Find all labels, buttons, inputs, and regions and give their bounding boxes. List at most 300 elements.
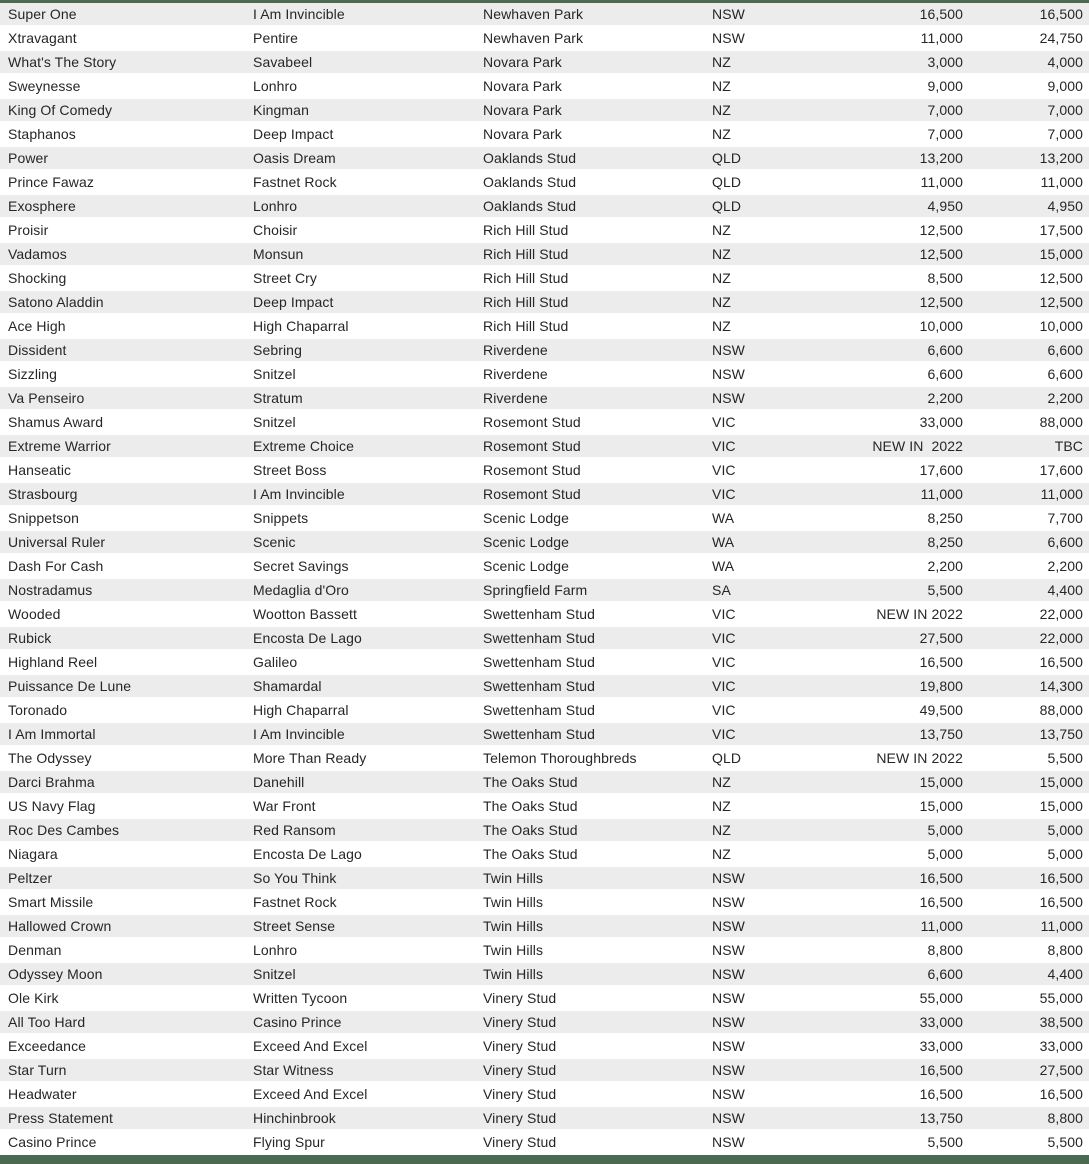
horse-name-cell: Headwater	[8, 1086, 77, 1102]
state-cell: NSW	[712, 918, 745, 934]
sire-name-cell: Casino Prince	[253, 1014, 342, 1030]
stud-farm-cell: Rich Hill Stud	[483, 222, 569, 238]
stud-farm-cell: Twin Hills	[483, 918, 544, 934]
stud-farm-cell: Newhaven Park	[483, 30, 584, 46]
fee-column-1-cell: 8,500	[927, 270, 963, 286]
stud-farm-cell: Rosemont Stud	[483, 414, 581, 430]
state-cell: NSW	[712, 1086, 745, 1102]
state-cell: NZ	[712, 102, 731, 118]
state-cell: NSW	[712, 1014, 745, 1030]
fee-column-2-cell: 5,500	[1047, 750, 1083, 766]
fee-column-1-cell: 6,600	[927, 366, 963, 382]
stud-farm-cell: Rich Hill Stud	[483, 246, 569, 262]
fee-column-2-cell: 9,000	[1047, 78, 1083, 94]
table-row	[0, 387, 1089, 411]
sire-name-cell: Scenic	[253, 534, 296, 550]
state-cell: NZ	[712, 246, 731, 262]
fee-column-1-cell: 9,000	[927, 78, 963, 94]
horse-name-cell: Dash For Cash	[8, 558, 104, 574]
horse-name-cell: I Am Immortal	[8, 726, 96, 742]
stud-farm-cell: Novara Park	[483, 78, 562, 94]
stud-farm-cell: Springfield Farm	[483, 582, 588, 598]
fee-column-1-cell: 13,200	[919, 150, 963, 166]
sire-name-cell: Red Ransom	[253, 822, 336, 838]
horse-name-cell: Satono Aladdin	[8, 294, 104, 310]
state-cell: VIC	[712, 678, 736, 694]
stud-farm-cell: Rich Hill Stud	[483, 294, 569, 310]
fee-column-1-cell: 8,250	[927, 510, 963, 526]
horse-name-cell: Vadamos	[8, 246, 67, 262]
fee-column-2-cell: 13,200	[1039, 150, 1083, 166]
table-row	[0, 1011, 1089, 1035]
fee-column-2-cell: 15,000	[1039, 246, 1083, 262]
state-cell: NZ	[712, 318, 731, 334]
state-cell: VIC	[712, 414, 736, 430]
sire-name-cell: Oasis Dream	[253, 150, 336, 166]
table-row	[0, 891, 1089, 915]
sire-name-cell: Snitzel	[253, 414, 296, 430]
state-cell: QLD	[712, 174, 742, 190]
horse-name-cell: Power	[8, 150, 49, 166]
table-row	[0, 579, 1089, 603]
fee-column-1-cell: 11,000	[920, 486, 963, 502]
horse-name-cell: Ole Kirk	[8, 990, 59, 1006]
sire-name-cell: Written Tycoon	[253, 990, 348, 1006]
stud-farm-cell: Swettenham Stud	[483, 702, 596, 718]
state-cell: VIC	[712, 702, 736, 718]
sire-name-cell: Exceed And Excel	[253, 1086, 368, 1102]
state-cell: NSW	[712, 1110, 745, 1126]
table-row	[0, 99, 1089, 123]
state-cell: QLD	[712, 750, 742, 766]
horse-name-cell: Peltzer	[8, 870, 53, 886]
table-row	[0, 987, 1089, 1011]
fee-column-2-cell: 5,500	[1047, 1134, 1083, 1150]
horse-name-cell: Shocking	[8, 270, 67, 286]
sire-name-cell: Lonhro	[253, 942, 298, 958]
fee-column-2-cell: 5,000	[1047, 822, 1083, 838]
sire-name-cell: Encosta De Lago	[253, 630, 362, 646]
sire-name-cell: Deep Impact	[253, 126, 334, 142]
fee-column-1-cell: NEW IN 2022	[872, 438, 963, 454]
fee-column-1-cell: 16,500	[919, 894, 963, 910]
fee-column-1-cell: 13,750	[919, 726, 963, 742]
stud-farm-cell: Oaklands Stud	[483, 174, 577, 190]
stud-farm-cell: Riverdene	[483, 366, 548, 382]
table-row	[0, 747, 1089, 771]
stud-farm-cell: Swettenham Stud	[483, 678, 596, 694]
fee-column-2-cell: 16,500	[1039, 6, 1083, 22]
sire-name-cell: Wootton Bassett	[253, 606, 357, 622]
fee-column-2-cell: 11,000	[1040, 486, 1083, 502]
horse-name-cell: US Navy Flag	[8, 798, 96, 814]
state-cell: VIC	[712, 462, 736, 478]
horse-name-cell: Hallowed Crown	[8, 918, 112, 934]
sire-name-cell: Choisir	[253, 222, 298, 238]
table-row	[0, 147, 1089, 171]
state-cell: VIC	[712, 606, 736, 622]
state-cell: NSW	[712, 366, 745, 382]
horse-name-cell: Hanseatic	[8, 462, 72, 478]
stud-farm-cell: Vinery Stud	[483, 1062, 557, 1078]
horse-name-cell: Ace High	[8, 318, 66, 334]
state-cell: NZ	[712, 294, 731, 310]
stud-farm-cell: Twin Hills	[483, 870, 544, 886]
sire-name-cell: Extreme Choice	[253, 438, 354, 454]
fee-column-1-cell: 5,000	[927, 846, 963, 862]
sire-name-cell: Pentire	[253, 30, 299, 46]
state-cell: WA	[712, 510, 735, 526]
sire-name-cell: Street Boss	[253, 462, 327, 478]
horse-name-cell: Extreme Warrior	[8, 438, 111, 454]
fee-column-2-cell: 22,000	[1039, 630, 1083, 646]
horse-name-cell: Prince Fawaz	[8, 174, 95, 190]
sire-name-cell: Fastnet Rock	[253, 894, 337, 910]
fee-column-1-cell: 5,000	[927, 822, 963, 838]
fee-column-2-cell: 7,700	[1047, 510, 1083, 526]
horse-name-cell: Roc Des Cambes	[8, 822, 120, 838]
state-cell: VIC	[712, 630, 736, 646]
fee-column-2-cell: 55,000	[1039, 990, 1083, 1006]
table-row	[0, 3, 1089, 27]
stud-farm-cell: Telemon Thoroughbreds	[483, 750, 637, 766]
fee-column-1-cell: 16,500	[919, 1086, 963, 1102]
fee-column-2-cell: 24,750	[1039, 30, 1083, 46]
table-row	[0, 939, 1089, 963]
fee-column-1-cell: 16,500	[919, 654, 963, 670]
fee-column-1-cell: 2,200	[927, 390, 963, 406]
sire-name-cell: Lonhro	[253, 198, 298, 214]
fee-column-2-cell: 17,500	[1039, 222, 1083, 238]
fee-column-1-cell: 16,500	[919, 870, 963, 886]
fee-column-2-cell: 38,500	[1039, 1014, 1083, 1030]
state-cell: NSW	[712, 1062, 745, 1078]
horse-name-cell: Exceedance	[8, 1038, 87, 1054]
fee-column-1-cell: 2,200	[927, 558, 963, 574]
fee-column-2-cell: 8,800	[1047, 942, 1083, 958]
sire-name-cell: Star Witness	[253, 1062, 334, 1078]
sire-name-cell: Snippets	[253, 510, 309, 526]
sire-name-cell: Street Sense	[253, 918, 336, 934]
horse-name-cell: Highland Reel	[8, 654, 98, 670]
stud-farm-cell: Vinery Stud	[483, 1134, 557, 1150]
fee-column-1-cell: 4,950	[927, 198, 963, 214]
horse-name-cell: Sizzling	[8, 366, 58, 382]
table-row	[0, 603, 1089, 627]
fee-column-2-cell: TBC	[1054, 438, 1083, 454]
sire-name-cell: Deep Impact	[253, 294, 334, 310]
fee-column-2-cell: 6,600	[1047, 534, 1083, 550]
horse-name-cell: The Odyssey	[8, 750, 92, 766]
fee-column-1-cell: 16,500	[919, 6, 963, 22]
sire-name-cell: So You Think	[253, 870, 337, 886]
state-cell: NSW	[712, 1134, 745, 1150]
table-row	[0, 411, 1089, 435]
fee-column-2-cell: 4,000	[1047, 54, 1083, 70]
state-cell: NZ	[712, 54, 731, 70]
stud-farm-cell: Oaklands Stud	[483, 150, 577, 166]
horse-name-cell: Toronado	[8, 702, 68, 718]
stud-farm-cell: Novara Park	[483, 126, 562, 142]
sire-name-cell: High Chaparral	[253, 318, 349, 334]
table-row	[0, 171, 1089, 195]
fee-column-2-cell: 33,000	[1039, 1038, 1083, 1054]
table-row	[0, 819, 1089, 843]
fee-column-2-cell: 16,500	[1039, 1086, 1083, 1102]
table-row	[0, 1107, 1089, 1131]
horse-name-cell: Strasbourg	[8, 486, 78, 502]
state-cell: QLD	[712, 150, 742, 166]
table-row	[0, 75, 1089, 99]
fee-column-2-cell: 5,000	[1047, 846, 1083, 862]
state-cell: NSW	[712, 1038, 745, 1054]
sire-name-cell: War Front	[253, 798, 316, 814]
fee-column-1-cell: 27,500	[919, 630, 963, 646]
stud-farm-cell: Rosemont Stud	[483, 438, 581, 454]
table-row	[0, 195, 1089, 219]
fee-column-1-cell: 55,000	[919, 990, 963, 1006]
sire-name-cell: Snitzel	[253, 366, 296, 382]
fee-column-2-cell: 16,500	[1039, 654, 1083, 670]
horse-name-cell: Press Statement	[8, 1110, 113, 1126]
stud-farm-cell: Oaklands Stud	[483, 198, 577, 214]
state-cell: NZ	[712, 774, 731, 790]
stud-farm-cell: Rosemont Stud	[483, 462, 581, 478]
sire-name-cell: I Am Invincible	[253, 486, 345, 502]
horse-name-cell: Proisir	[8, 222, 49, 238]
sire-name-cell: Exceed And Excel	[253, 1038, 368, 1054]
fee-column-2-cell: 11,000	[1040, 918, 1083, 934]
fee-column-1-cell: 15,000	[919, 774, 963, 790]
table-row	[0, 1131, 1089, 1155]
horse-name-cell: Odyssey Moon	[8, 966, 103, 982]
stud-farm-cell: Vinery Stud	[483, 1110, 557, 1126]
fee-column-2-cell: 12,500	[1039, 270, 1083, 286]
fee-column-1-cell: 6,600	[927, 342, 963, 358]
horse-name-cell: Darci Brahma	[8, 774, 95, 790]
fee-column-2-cell: 2,200	[1047, 390, 1083, 406]
footer-bar	[0, 1155, 1089, 1164]
table-row	[0, 1059, 1089, 1083]
table-row	[0, 675, 1089, 699]
sire-name-cell: Medaglia d'Oro	[253, 582, 349, 598]
state-cell: NSW	[712, 966, 745, 982]
sire-name-cell: Shamardal	[253, 678, 322, 694]
table-row	[0, 291, 1089, 315]
fee-column-2-cell: 13,750	[1039, 726, 1083, 742]
fee-column-2-cell: 12,500	[1039, 294, 1083, 310]
sire-name-cell: Monsun	[253, 246, 304, 262]
fee-column-1-cell: 7,000	[927, 102, 963, 118]
stud-farm-cell: Novara Park	[483, 54, 562, 70]
fee-column-2-cell: 14,300	[1039, 678, 1083, 694]
table-row	[0, 795, 1089, 819]
horse-name-cell: King Of Comedy	[8, 102, 113, 118]
fee-column-2-cell: 88,000	[1039, 414, 1083, 430]
fee-column-2-cell: 7,000	[1047, 102, 1083, 118]
sire-name-cell: Fastnet Rock	[253, 174, 337, 190]
sire-name-cell: Sebring	[253, 342, 302, 358]
table-row	[0, 531, 1089, 555]
stud-farm-cell: Twin Hills	[483, 942, 544, 958]
table-row	[0, 339, 1089, 363]
fee-column-1-cell: 8,800	[927, 942, 963, 958]
fee-column-1-cell: 12,500	[919, 294, 963, 310]
fee-column-1-cell: NEW IN 2022	[876, 750, 963, 766]
horse-name-cell: Exosphere	[8, 198, 76, 214]
fee-column-2-cell: 88,000	[1039, 702, 1083, 718]
stud-farm-cell: Twin Hills	[483, 966, 544, 982]
sire-name-cell: Encosta De Lago	[253, 846, 362, 862]
state-cell: NSW	[712, 6, 745, 22]
state-cell: SA	[712, 582, 731, 598]
table-row	[0, 243, 1089, 267]
state-cell: VIC	[712, 654, 736, 670]
state-cell: NZ	[712, 822, 731, 838]
sire-name-cell: Galileo	[253, 654, 298, 670]
fee-column-2-cell: 16,500	[1039, 894, 1083, 910]
sire-name-cell: Flying Spur	[253, 1134, 325, 1150]
stud-farm-cell: The Oaks Stud	[483, 822, 578, 838]
sire-name-cell: High Chaparral	[253, 702, 349, 718]
horse-name-cell: Va Penseiro	[8, 390, 85, 406]
fee-column-1-cell: 33,000	[919, 1014, 963, 1030]
table-row	[0, 1083, 1089, 1107]
state-cell: NZ	[712, 78, 731, 94]
stud-farm-cell: Riverdene	[483, 390, 548, 406]
fee-column-1-cell: 12,500	[919, 246, 963, 262]
stud-farm-cell: The Oaks Stud	[483, 846, 578, 862]
horse-name-cell: What's The Story	[8, 54, 117, 70]
table-row	[0, 723, 1089, 747]
stud-farm-cell: Twin Hills	[483, 894, 544, 910]
table-row	[0, 915, 1089, 939]
fee-column-1-cell: 17,600	[919, 462, 963, 478]
table-row	[0, 435, 1089, 459]
sire-name-cell: Hinchinbrook	[253, 1110, 336, 1126]
fee-column-2-cell: 4,950	[1047, 198, 1083, 214]
stud-farm-cell: Rosemont Stud	[483, 486, 581, 502]
sire-name-cell: Street Cry	[253, 270, 318, 286]
state-cell: WA	[712, 534, 735, 550]
fee-column-2-cell: 2,200	[1047, 558, 1083, 574]
horse-name-cell: Rubick	[8, 630, 52, 646]
horse-name-cell: Shamus Award	[8, 414, 104, 430]
horse-name-cell: Denman	[8, 942, 62, 958]
table-row	[0, 627, 1089, 651]
horse-name-cell: Niagara	[8, 846, 58, 862]
stud-farm-cell: Vinery Stud	[483, 1038, 557, 1054]
stud-farm-cell: Swettenham Stud	[483, 726, 596, 742]
state-cell: VIC	[712, 438, 736, 454]
fee-column-2-cell: 15,000	[1039, 798, 1083, 814]
table-row	[0, 267, 1089, 291]
fee-column-1-cell: 3,000	[927, 54, 963, 70]
state-cell: NZ	[712, 126, 731, 142]
sire-name-cell: Secret Savings	[253, 558, 349, 574]
state-cell: NSW	[712, 390, 745, 406]
horse-name-cell: Puissance De Lune	[8, 678, 132, 694]
fee-column-1-cell: 19,800	[919, 678, 963, 694]
table-row	[0, 555, 1089, 579]
fee-column-2-cell: 10,000	[1039, 318, 1083, 334]
table-row	[0, 51, 1089, 75]
stud-farm-cell: Vinery Stud	[483, 990, 557, 1006]
state-cell: NSW	[712, 942, 745, 958]
stud-farm-cell: Scenic Lodge	[483, 558, 570, 574]
horse-name-cell: Universal Ruler	[8, 534, 106, 550]
fee-column-1-cell: 11,000	[920, 918, 963, 934]
sire-name-cell: I Am Invincible	[253, 726, 345, 742]
table-row	[0, 771, 1089, 795]
fee-column-1-cell: NEW IN 2022	[876, 606, 963, 622]
horse-name-cell: Xtravagant	[8, 30, 77, 46]
horse-name-cell: Casino Prince	[8, 1134, 97, 1150]
table-row	[0, 507, 1089, 531]
stud-farm-cell: The Oaks Stud	[483, 774, 578, 790]
table-row	[0, 843, 1089, 867]
table-row	[0, 699, 1089, 723]
fee-column-1-cell: 15,000	[919, 798, 963, 814]
stud-farm-cell: Swettenham Stud	[483, 606, 596, 622]
fee-column-2-cell: 11,000	[1040, 174, 1083, 190]
stud-farm-cell: Vinery Stud	[483, 1086, 557, 1102]
sire-name-cell: Kingman	[253, 102, 309, 118]
horse-name-cell: Star Turn	[8, 1062, 67, 1078]
table-row	[0, 459, 1089, 483]
horse-name-cell: All Too Hard	[8, 1014, 86, 1030]
fee-column-1-cell: 49,500	[919, 702, 963, 718]
state-cell: NSW	[712, 894, 745, 910]
stud-farm-cell: Swettenham Stud	[483, 654, 596, 670]
state-cell: WA	[712, 558, 735, 574]
horse-name-cell: Smart Missile	[8, 894, 94, 910]
table-row	[0, 651, 1089, 675]
fee-column-1-cell: 8,250	[927, 534, 963, 550]
stud-farm-cell: Scenic Lodge	[483, 510, 570, 526]
state-cell: NZ	[712, 270, 731, 286]
sire-name-cell: Snitzel	[253, 966, 296, 982]
table-row	[0, 27, 1089, 51]
stud-farm-cell: Scenic Lodge	[483, 534, 570, 550]
stud-farm-cell: Riverdene	[483, 342, 548, 358]
table-row	[0, 963, 1089, 987]
stud-farm-cell: Newhaven Park	[483, 6, 584, 22]
table-row	[0, 219, 1089, 243]
horse-name-cell: Wooded	[8, 606, 61, 622]
sire-name-cell: Danehill	[253, 774, 305, 790]
fee-column-1-cell: 13,750	[919, 1110, 963, 1126]
table-row	[0, 315, 1089, 339]
fee-column-2-cell: 22,000	[1039, 606, 1083, 622]
table-body	[0, 3, 1089, 1155]
fee-column-1-cell: 5,500	[927, 1134, 963, 1150]
horse-name-cell: Dissident	[8, 342, 67, 358]
state-cell: NZ	[712, 222, 731, 238]
fee-column-1-cell: 7,000	[927, 126, 963, 142]
table-row	[0, 1035, 1089, 1059]
sire-name-cell: Lonhro	[253, 78, 298, 94]
sire-name-cell: Stratum	[253, 390, 303, 406]
fee-column-2-cell: 15,000	[1039, 774, 1083, 790]
state-cell: NSW	[712, 342, 745, 358]
state-cell: NSW	[712, 30, 745, 46]
sire-name-cell: I Am Invincible	[253, 6, 345, 22]
fee-column-2-cell: 4,400	[1047, 582, 1083, 598]
fee-column-1-cell: 33,000	[919, 1038, 963, 1054]
table-row	[0, 867, 1089, 891]
state-cell: NSW	[712, 870, 745, 886]
